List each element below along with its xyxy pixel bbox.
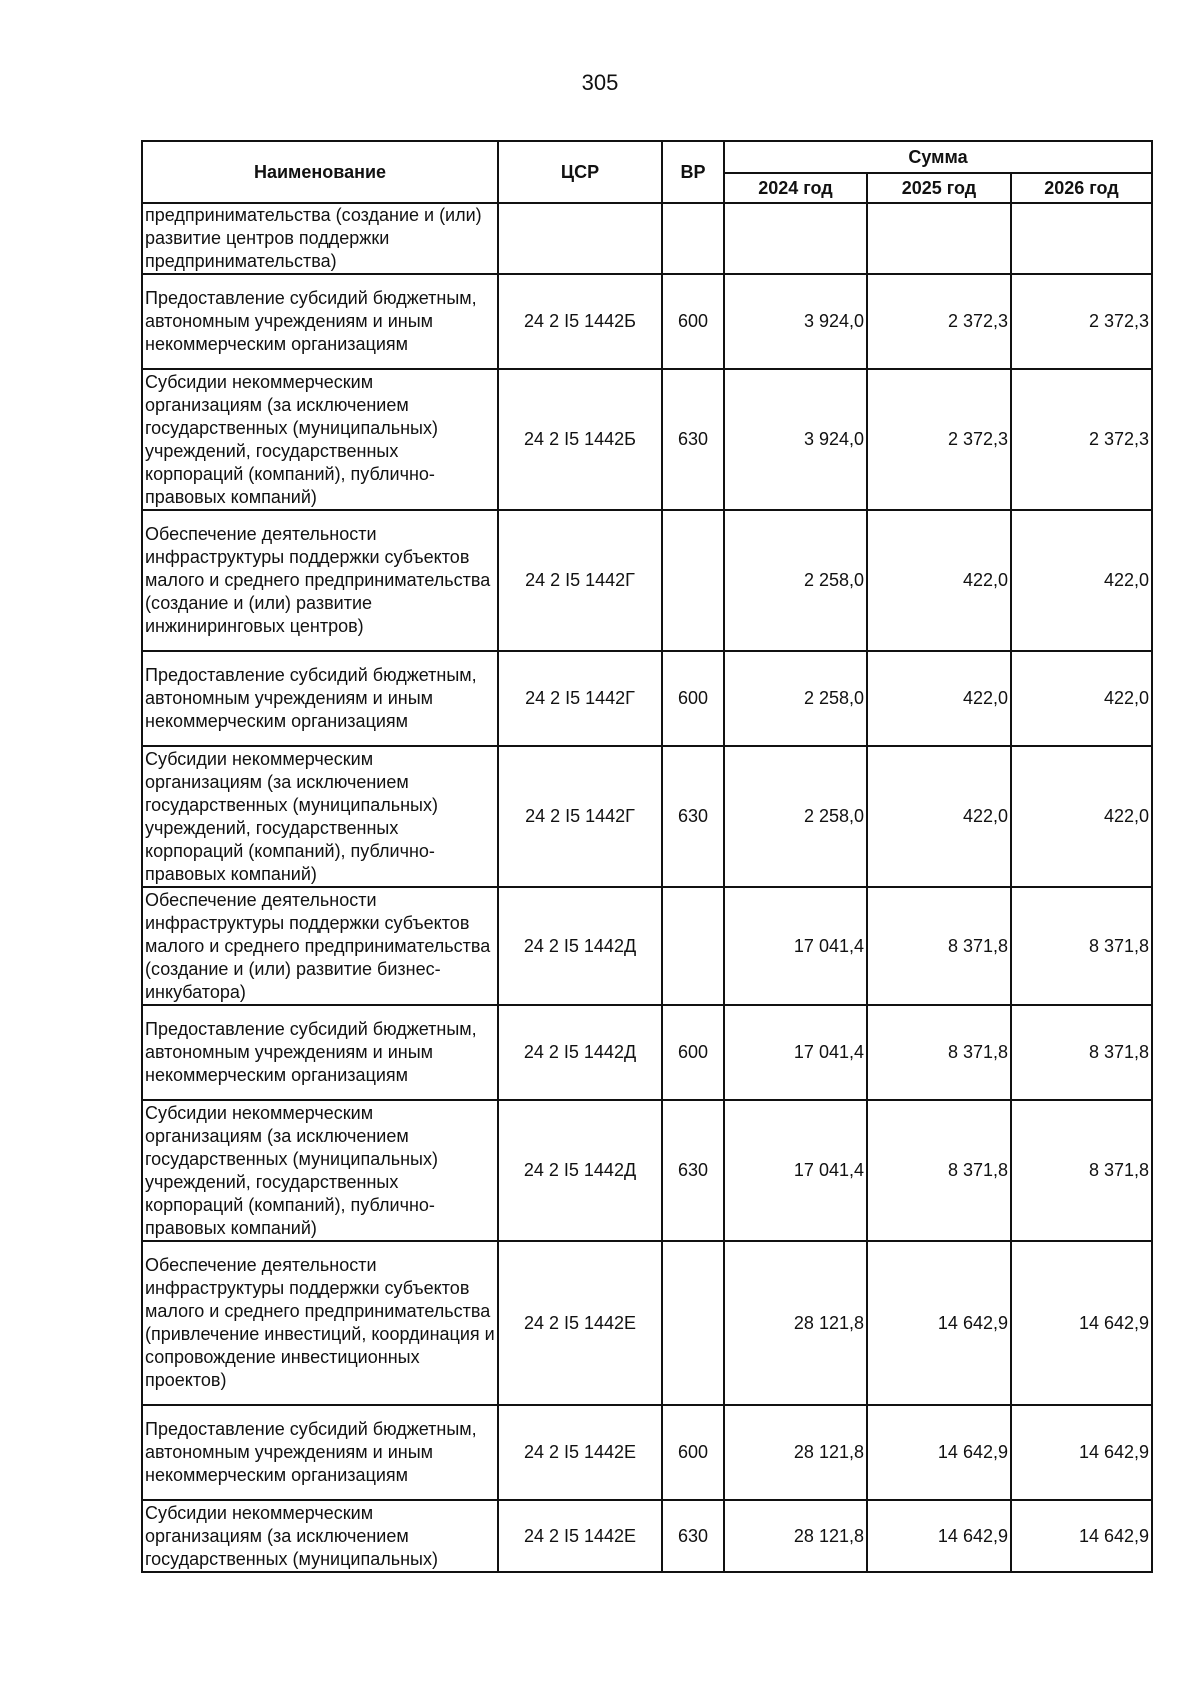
row-sum-2026 xyxy=(1011,203,1152,274)
row-sum-2026: 8 371,8 xyxy=(1011,1005,1152,1100)
row-csr: 24 2 I5 1442Е xyxy=(498,1405,662,1500)
header-year-2026: 2026 год xyxy=(1011,173,1152,203)
table-row xyxy=(142,1241,1152,1405)
row-sum-2025: 422,0 xyxy=(867,651,1011,746)
row-name: Субсидии некоммерческим организациям (за исключением государственных (муниципальных) учреждений, государственных корпораций (компаний), публично-правовых компаний) xyxy=(142,746,498,887)
row-csr: 24 2 I5 1442Д xyxy=(498,1100,662,1241)
row-vr: 600 xyxy=(662,1405,724,1500)
row-sum-2025 xyxy=(867,203,1011,274)
row-vr: 630 xyxy=(662,1100,724,1241)
row-sum-2024: 17 041,4 xyxy=(724,887,867,1005)
row-sum-2026: 14 642,9 xyxy=(1011,1241,1152,1405)
table-row xyxy=(142,746,1152,887)
row-vr xyxy=(662,1241,724,1405)
row-csr: 24 2 I5 1442Б xyxy=(498,274,662,369)
table-row xyxy=(142,369,1152,510)
row-sum-2024: 2 258,0 xyxy=(724,510,867,651)
budget-table xyxy=(141,140,1153,1573)
row-sum-2026: 2 372,3 xyxy=(1011,369,1152,510)
row-vr xyxy=(662,510,724,651)
row-sum-2024: 2 258,0 xyxy=(724,651,867,746)
row-sum-2024: 2 258,0 xyxy=(724,746,867,887)
row-vr: 600 xyxy=(662,651,724,746)
table-body xyxy=(142,203,1152,1572)
row-vr xyxy=(662,887,724,1005)
row-sum-2026: 14 642,9 xyxy=(1011,1405,1152,1500)
row-name: Предоставление субсидий бюджетным, автономным учреждениям и иным некоммерческим организациям xyxy=(142,1405,498,1500)
table-row xyxy=(142,203,1152,274)
row-csr: 24 2 I5 1442Е xyxy=(498,1241,662,1405)
row-name: предпринимательства (создание и (или) развитие центров поддержки предпринимательства) xyxy=(142,203,498,274)
row-sum-2025: 8 371,8 xyxy=(867,1100,1011,1241)
row-sum-2024: 3 924,0 xyxy=(724,369,867,510)
header-year-2024: 2024 год xyxy=(724,173,867,203)
row-sum-2024: 28 121,8 xyxy=(724,1405,867,1500)
row-name: Предоставление субсидий бюджетным, автономным учреждениям и иным некоммерческим организациям xyxy=(142,274,498,369)
table-row xyxy=(142,510,1152,651)
row-sum-2025: 14 642,9 xyxy=(867,1241,1011,1405)
row-sum-2026: 8 371,8 xyxy=(1011,1100,1152,1241)
row-name: Обеспечение деятельности инфраструктуры поддержки субъектов малого и среднего предпринимательства (создание и (или) развитие инжиниринговых центров) xyxy=(142,510,498,651)
row-csr: 24 2 I5 1442Г xyxy=(498,746,662,887)
row-csr: 24 2 I5 1442Е xyxy=(498,1500,662,1572)
table-row xyxy=(142,1405,1152,1500)
row-csr: 24 2 I5 1442Б xyxy=(498,369,662,510)
row-name: Предоставление субсидий бюджетным, автономным учреждениям и иным некоммерческим организациям xyxy=(142,651,498,746)
table-row xyxy=(142,887,1152,1005)
row-name: Субсидии некоммерческим организациям (за исключением государственных (муниципальных) учреждений, государственных корпораций (компаний), публично-правовых компаний) xyxy=(142,1100,498,1241)
row-vr: 600 xyxy=(662,1005,724,1100)
row-csr xyxy=(498,203,662,274)
row-sum-2026: 14 642,9 xyxy=(1011,1500,1152,1572)
header-csr: ЦСР xyxy=(498,141,662,203)
row-sum-2026: 422,0 xyxy=(1011,510,1152,651)
row-sum-2024: 17 041,4 xyxy=(724,1005,867,1100)
row-sum-2025: 8 371,8 xyxy=(867,887,1011,1005)
row-vr: 630 xyxy=(662,1500,724,1572)
row-name: Обеспечение деятельности инфраструктуры поддержки субъектов малого и среднего предпринимательства (создание и (или) развитие бизнес-инкубатора) xyxy=(142,887,498,1005)
row-sum-2025: 422,0 xyxy=(867,746,1011,887)
header-year-2025: 2025 год xyxy=(867,173,1011,203)
row-sum-2024 xyxy=(724,203,867,274)
row-vr: 630 xyxy=(662,369,724,510)
header-name: Наименование xyxy=(142,141,498,203)
row-sum-2025: 14 642,9 xyxy=(867,1405,1011,1500)
table-row xyxy=(142,1100,1152,1241)
table-row xyxy=(142,274,1152,369)
row-sum-2025: 422,0 xyxy=(867,510,1011,651)
table-row xyxy=(142,1500,1152,1572)
row-csr: 24 2 I5 1442Г xyxy=(498,510,662,651)
page-number: 305 xyxy=(581,70,619,95)
row-csr: 24 2 I5 1442Г xyxy=(498,651,662,746)
row-vr: 600 xyxy=(662,274,724,369)
row-csr: 24 2 I5 1442Д xyxy=(498,1005,662,1100)
row-name: Обеспечение деятельности инфраструктуры поддержки субъектов малого и среднего предпринимательства (привлечение инвестиций, координация и сопровождение инвестиционных проектов) xyxy=(142,1241,498,1405)
table-row xyxy=(142,1005,1152,1100)
row-vr: 630 xyxy=(662,746,724,887)
row-sum-2024: 28 121,8 xyxy=(724,1500,867,1572)
header-vr: ВР xyxy=(662,141,724,203)
row-sum-2025: 8 371,8 xyxy=(867,1005,1011,1100)
row-sum-2024: 28 121,8 xyxy=(724,1241,867,1405)
row-sum-2026: 2 372,3 xyxy=(1011,274,1152,369)
row-sum-2024: 3 924,0 xyxy=(724,274,867,369)
row-name: Субсидии некоммерческим организациям (за исключением государственных (муниципальных) учреждений, государственных корпораций (компаний), публично-правовых компаний) xyxy=(142,369,498,510)
row-sum-2026: 422,0 xyxy=(1011,746,1152,887)
row-sum-2024: 17 041,4 xyxy=(724,1100,867,1241)
table-row xyxy=(142,651,1152,746)
row-csr: 24 2 I5 1442Д xyxy=(498,887,662,1005)
row-sum-2026: 422,0 xyxy=(1011,651,1152,746)
row-sum-2025: 2 372,3 xyxy=(867,369,1011,510)
row-vr xyxy=(662,203,724,274)
row-sum-2025: 2 372,3 xyxy=(867,274,1011,369)
header-sum: Сумма xyxy=(724,141,1152,173)
table-header xyxy=(142,141,1152,203)
row-sum-2026: 8 371,8 xyxy=(1011,887,1152,1005)
row-name: Субсидии некоммерческим организациям (за исключением государственных (муниципальных) xyxy=(142,1500,498,1572)
row-sum-2025: 14 642,9 xyxy=(867,1500,1011,1572)
row-name: Предоставление субсидий бюджетным, автономным учреждениям и иным некоммерческим организациям xyxy=(142,1005,498,1100)
